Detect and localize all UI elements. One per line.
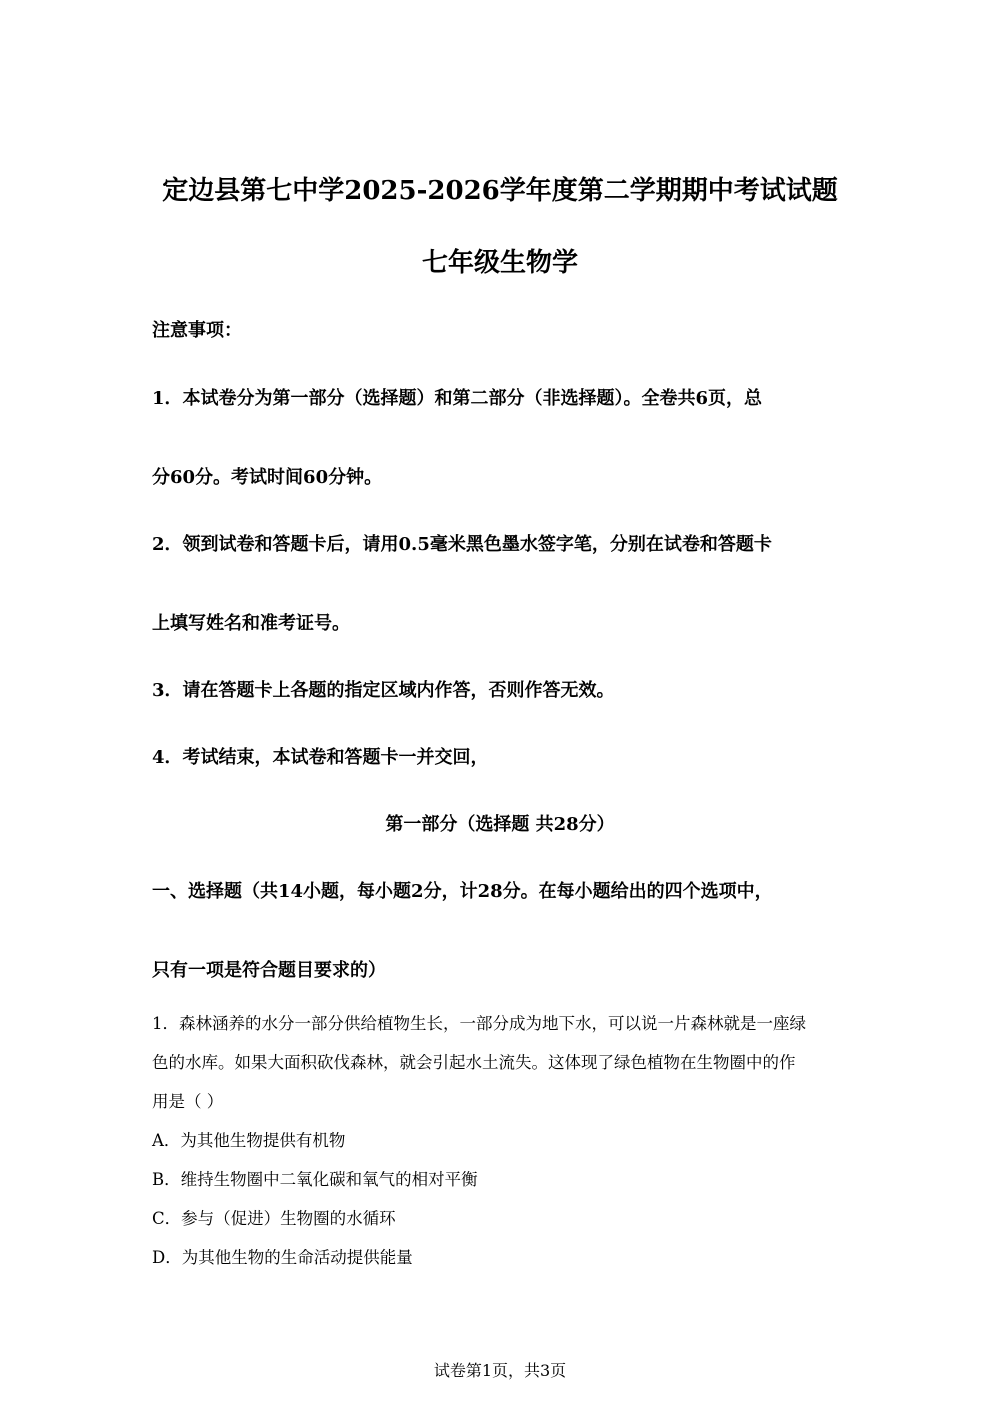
- question-1-option-a: A．为其他生物提供有机物: [152, 1131, 346, 1150]
- question-1-option-d: D．为其他生物的生命活动提供能量: [152, 1248, 413, 1267]
- question-1-stem-line-3: 用是（ ）: [152, 1092, 224, 1111]
- notice-item-1-line-1: 1．本试卷分为第一部分（选择题）和第二部分（非选择题）。全卷共6页，总: [152, 388, 763, 409]
- part-one-heading: 第一部分（选择题 共28分）: [385, 814, 615, 835]
- notice-item-1-line-2: 分60分。考试时间60分钟。: [152, 467, 383, 488]
- notice-item-2-line-1: 2．领到试卷和答题卡后，请用0.5毫米黑色墨水签字笔，分别在试卷和答题卡: [152, 534, 772, 555]
- notice-item-3: 3．请在答题卡上各题的指定区域内作答，否则作答无效。: [152, 680, 615, 701]
- question-1-option-c: C．参与（促进）生物圈的水循环: [152, 1209, 396, 1228]
- question-1-option-b: B．维持生物圈中二氧化碳和氧气的相对平衡: [152, 1170, 478, 1189]
- section-instruction-line-1: 一、选择题（共14小题，每小题2分，计28分。在每小题给出的四个选项中，: [152, 881, 773, 902]
- notice-item-4: 4．考试结束，本试卷和答题卡一并交回，: [152, 747, 489, 768]
- exam-title: 定边县第七中学2025-2026学年度第二学期期中考试试题: [162, 176, 838, 206]
- page-footer: 试卷第1页，共3页: [433, 1361, 567, 1380]
- notice-heading: 注意事项：: [152, 320, 242, 341]
- section-instruction-line-2: 只有一项是符合题目要求的）: [152, 960, 386, 981]
- exam-subject: 七年级生物学: [421, 248, 578, 278]
- notice-item-2-line-2: 上填写姓名和准考证号。: [152, 613, 350, 634]
- question-1-stem-line-1: 1．森林涵养的水分一部分供给植物生长，一部分成为地下水，可以说一片森林就是一座绿: [152, 1014, 806, 1033]
- question-1-stem-line-2: 色的水库。如果大面积砍伐森林，就会引起水土流失。这体现了绿色植物在生物圈中的作: [152, 1053, 796, 1072]
